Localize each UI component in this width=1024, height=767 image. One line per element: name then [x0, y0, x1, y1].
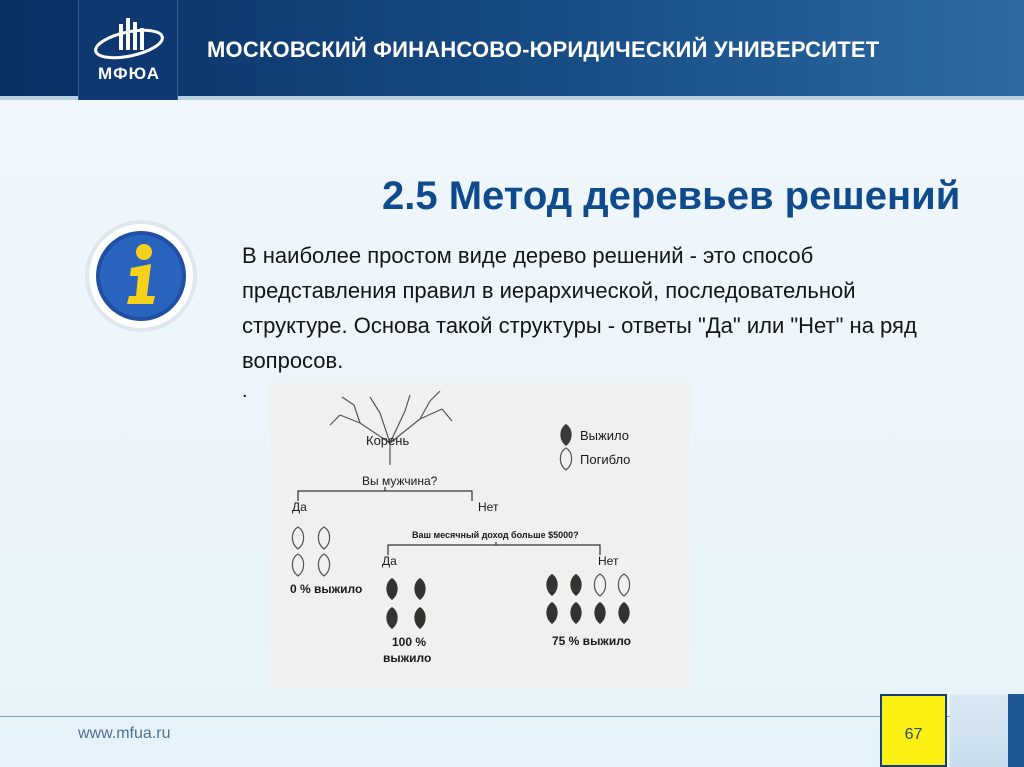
footer-url-link[interactable]: www.mfua.ru — [78, 725, 171, 742]
logo-emblem-icon — [89, 14, 169, 64]
branch-no-1: Нет — [478, 500, 499, 514]
logo-text: МФЮА — [97, 64, 161, 83]
decision-tree-image — [270, 383, 690, 688]
question-2: Ваш месячный доход больше $5000? — [412, 530, 579, 540]
question-2-bracket — [388, 542, 600, 555]
info-icon — [83, 218, 199, 334]
legend-died: Погибло — [580, 452, 631, 467]
dot-mark: . — [242, 380, 248, 402]
slide-title: 2.5 Метод деревьев решений — [382, 174, 961, 218]
legend-survived: Выжило — [580, 428, 629, 443]
poor-leaves — [546, 574, 629, 624]
legend-survived-leaf-icon — [560, 424, 571, 446]
tree-crown-drawing — [330, 391, 452, 465]
question-1-bracket — [298, 487, 472, 501]
corner-accent-bar — [1008, 694, 1024, 767]
page-number-box — [880, 694, 947, 767]
page-number: 67 — [904, 726, 923, 743]
result-rich-line-2: выжило — [383, 651, 432, 665]
men-leaves — [292, 527, 329, 576]
branch-no-2: Нет — [598, 554, 619, 568]
result-rich-line-1: 100 % — [392, 635, 427, 649]
header-banner — [0, 0, 1024, 100]
legend-died-leaf-icon — [560, 448, 571, 470]
root-label: Корень — [366, 433, 410, 448]
question-1: Вы мужчина? — [362, 474, 438, 488]
result-men: 0 % выжило — [290, 582, 363, 596]
university-logo[interactable] — [78, 0, 178, 100]
branch-yes-1: Да — [292, 500, 307, 514]
university-name: МОСКОВСКИЙ ФИНАНСОВО-ЮРИДИЧЕСКИЙ УНИВЕРСИТЕТ — [207, 37, 880, 62]
body-paragraph: В наиболее простом виде дерево решений - это способ представления правил в иерархической, последовательной структуре. Основа такой структуры - ответы "Да" или "Нет" на ряд вопросов. — [242, 243, 917, 373]
result-poor: 75 % выжило — [552, 634, 631, 648]
rich-leaves — [386, 578, 425, 629]
branch-yes-2: Да — [382, 554, 397, 568]
footer-divider — [0, 716, 1024, 717]
